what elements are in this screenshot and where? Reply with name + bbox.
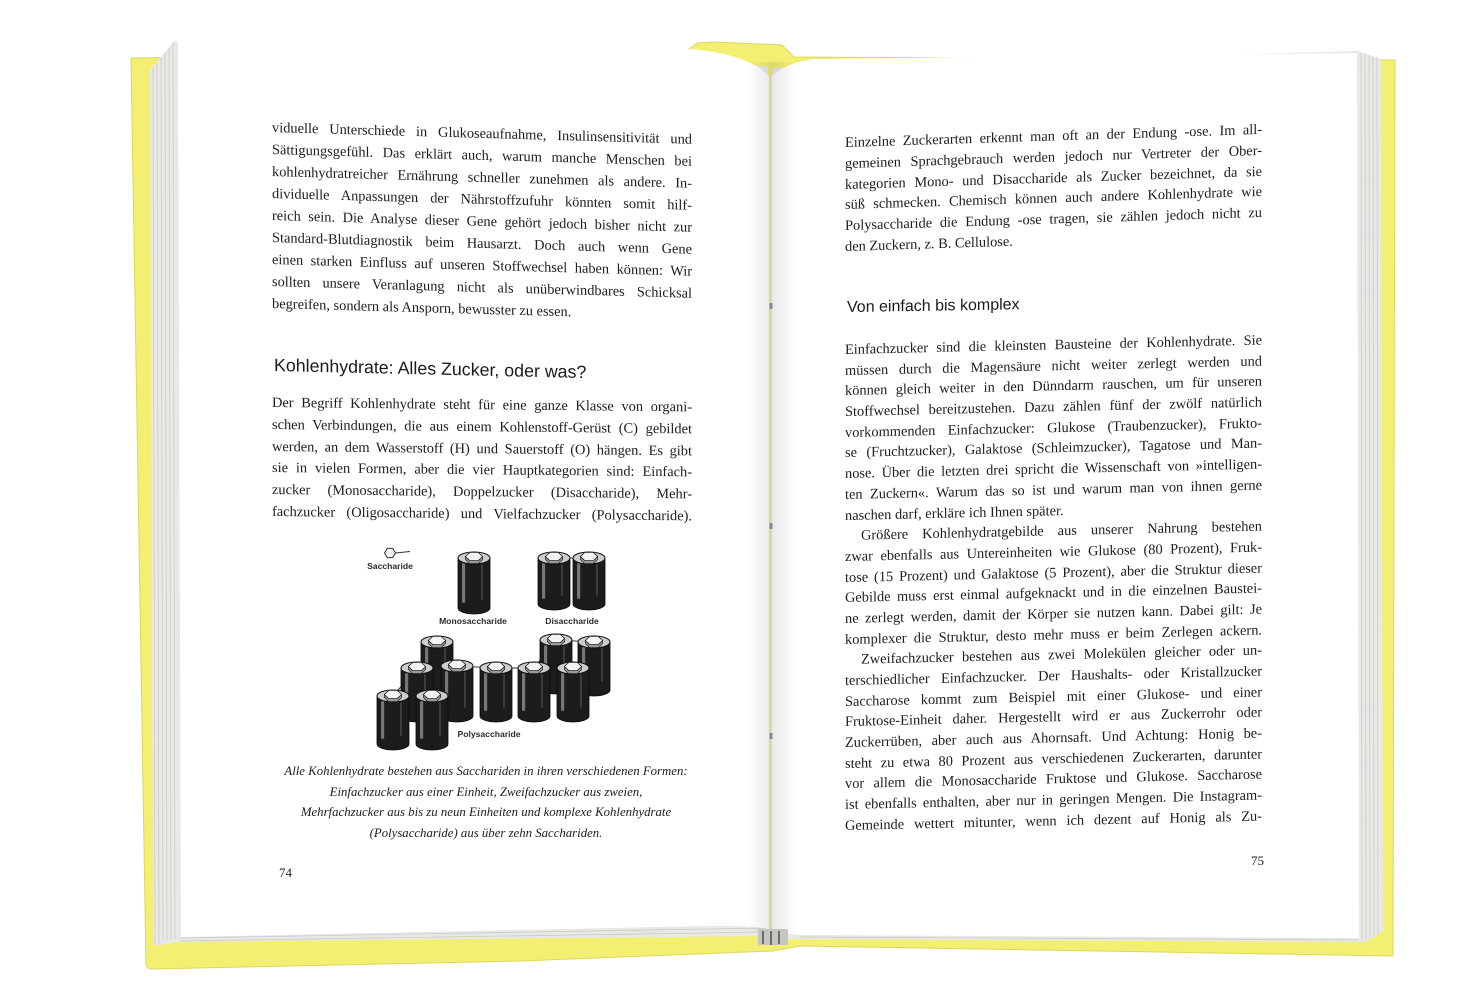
body-text-line: nose. Über die letzten drei spricht die Wissenschaft von »intelligen- (845, 456, 1262, 482)
monosaccharide-cylinder (458, 552, 490, 614)
body-text-line: Saccharose kommt zum Beispiel mit einer Glukose- und einer (845, 683, 1262, 710)
body-text-line: naschen darf, erkläre ich Ihnen später. (845, 502, 1064, 524)
page-number-right: 75 (1251, 853, 1264, 868)
body-text-line: tose (15 Prozent) und Galaktose (5 Prozent), aber die Struktur dieser (845, 559, 1262, 586)
polysaccharide-cylinder (518, 662, 550, 722)
cylinders (377, 552, 610, 750)
body-text-line: zucker (Monosaccharide), Doppelzucker (Disaccharide), Mehr- (272, 482, 692, 503)
body-text-line: Fruktose-Einheit daher. Hergestellt wird er aus Zuckerrohr oder (845, 704, 1262, 730)
right-text-column (845, 330, 1262, 836)
caption-line: Einfachzucker aus einer Einheit, Zweifachzucker aus zweien, (329, 784, 643, 799)
left-paragraph-1 (272, 117, 692, 327)
label-monosaccharide: Monosaccharide (439, 616, 507, 626)
disaccharide-cylinder (573, 552, 605, 610)
right-paragraph-1 (845, 119, 1262, 257)
body-text-line: komplexer die Struktur, desto mehr muss er beim Zerlegen ackern. (845, 621, 1262, 648)
left-paragraph-2 (272, 393, 692, 528)
polysaccharide-cylinder (480, 662, 512, 722)
body-text-line: viduelle Unterschiede in Glukoseaufnahme, Insulinsensitivität und (272, 120, 692, 148)
saccharide-icon (385, 548, 411, 557)
body-text-line: müssen durch die Magensäure nicht weiter zerlegt werden und (845, 352, 1262, 379)
polysaccharide-cylinder (557, 662, 589, 722)
body-text-line: schen Verbindungen, die aus einem Kohlenstoff-Gerüst (C) gebildet (272, 416, 692, 438)
body-text-line: Der Begriff Kohlenhydrate steht für eine ganze Klasse von organi- (272, 395, 692, 416)
body-text-line: sollten unsere Veranlagung nicht als unüberwindbares Schicksal (272, 274, 692, 302)
body-text-line: Gebilde muss erst einmal aufgeknackt und in die einzelnen Baustei- (845, 580, 1262, 606)
caption-line: Mehrfachzucker aus bis zu neun Einheiten und komplexe Kohlenhydrate (300, 805, 672, 819)
page-number-left: 74 (279, 865, 292, 880)
body-text-line: Gemeinde wettert mitunter, wenn ich dezent auf Honig als Zu- (845, 807, 1262, 834)
body-text-line: Zuckerrüben, aber auch aus Ahornsaft. Und Achtung: Honig be- (845, 725, 1262, 751)
label-saccharide: Saccharide (367, 561, 413, 571)
body-text-line: Polysaccharide die Endung -ose tragen, sie zählen jedoch nicht zu (845, 204, 1262, 234)
body-text-line: begreifen, sondern als Ansporn, bewusster zu essen. (272, 296, 572, 321)
caption-line: (Polysaccharide) aus über zehn Sacchariden. (369, 825, 603, 840)
disaccharide-cylinder (538, 552, 570, 610)
label-disaccharide: Disaccharide (545, 616, 599, 626)
body-text-line: ist ebenfalls enthalten, aber nur in geringen Mengen. Die Instagram- (845, 787, 1262, 813)
right-section-heading: Von einfach bis komplex (847, 296, 1020, 316)
body-text-line: reich sein. Die Analyse dieser Gene gehört jedoch bisher nicht zur (272, 208, 692, 236)
body-text-line: gemeinen Sprachgebrauch werden jedoch nur Vertreter der Ober- (845, 142, 1262, 172)
body-text-line: Einfachzucker sind die kleinsten Bausteine der Kohlenhydrate. Sie (845, 332, 1262, 358)
polysaccharide-cylinder (377, 690, 409, 750)
body-text-line: den Zuckern, z. B. Cellulose. (845, 233, 1013, 255)
body-text-line: dividuelle Anpassungen der Nährstoffzufuhr könnten somit hilf- (272, 186, 692, 214)
body-text-line: ten Zuckern«. Warum das so ist und warum man von ihnen gerne (845, 476, 1262, 503)
left-section-heading: Kohlenhydrate: Alles Zucker, oder was? (274, 355, 587, 383)
body-text-line: sie in vielen Formen, aber die vier Hauptkategorien sind: Einfach- (272, 460, 692, 481)
body-text-line: vor allem die Monosaccharide Fruktose und Glukose. Saccharose (845, 766, 1262, 793)
body-text-line: zwar ebenfalls aus Untereinheiten wie Glukose (80 Prozent), Fruk- (845, 539, 1262, 565)
right-paragraph-2 (845, 330, 1262, 526)
body-text-line: werden, an dem Wasserstoff (H) und Sauerstoff (O) hängen. Es gibt (272, 438, 692, 459)
body-text-line: Stoffwechsel bereitzustehen. Dazu zählen fünf der zwölf natürlich (845, 394, 1262, 420)
body-text-line: kohlenhydratreicher Ernährung schneller zunehmen als andere. In- (272, 164, 692, 192)
caption-line: Alle Kohlenhydrate bestehen aus Sacchariden in ihren verschiedenen Formen: (284, 764, 688, 778)
right-paragraph-4 (845, 640, 1262, 836)
body-text-line: steht zu etwa 80 Prozent aus verschiedenen Zuckerarten, darunter (845, 745, 1262, 772)
body-text-line: Zweifachzucker bestehen aus zwei Molekülen gleicher oder un- (861, 642, 1262, 668)
figure-caption (270, 761, 702, 843)
polysaccharide-cylinder (416, 690, 448, 750)
body-text-line: vorkommenden Einfachzucker: Glukose (Traubenzucker), Frukto- (845, 414, 1262, 441)
body-text-line: terschiedlicher Einfachzucker. Der Haushalts- oder Kristallzucker (845, 663, 1262, 689)
body-text-line: fachzucker (Oligosaccharide) und Vielfachzucker (Polysaccharide). (272, 503, 692, 525)
body-text-line: kategorien Mono- und Disaccharide als Zucker bezeichnet, da sie (845, 162, 1262, 193)
body-text-line: können gleich weiter in den Dünndarm rauschen, um für unseren (845, 373, 1262, 399)
body-text-line: Standard-Blutdiagnostik beim Hausarzt. Doch auch wenn Gene (272, 230, 692, 258)
body-text-line: Sättigungsgefühl. Das erklärt auch, warum manche Menschen bei (272, 142, 692, 170)
body-text-line: Einzelne Zuckerarten erkennt man oft an der Endung -ose. Im all- (845, 121, 1262, 151)
body-text-line: Größere Kohlenhydratgebilde aus unserer Nahrung bestehen (861, 518, 1262, 544)
body-text-line: einen starken Einfluss auf unseren Stoffwechsel haben können: Wir (272, 252, 692, 280)
body-text-line: süß schmecken. Chemisch können auch andere Kohlenhydrate wie (845, 183, 1262, 213)
body-text-line: ne zerlegt werden, damit der Körper sie nutzen kann. Dabei gilt: Je (845, 601, 1262, 627)
label-polysaccharide: Polysaccharide (457, 729, 521, 739)
body-text-line: se (Fruchtzucker), Galaktose (Schleimzucker), Tagatose und Man- (845, 435, 1262, 462)
right-paragraph-3 (845, 516, 1262, 650)
